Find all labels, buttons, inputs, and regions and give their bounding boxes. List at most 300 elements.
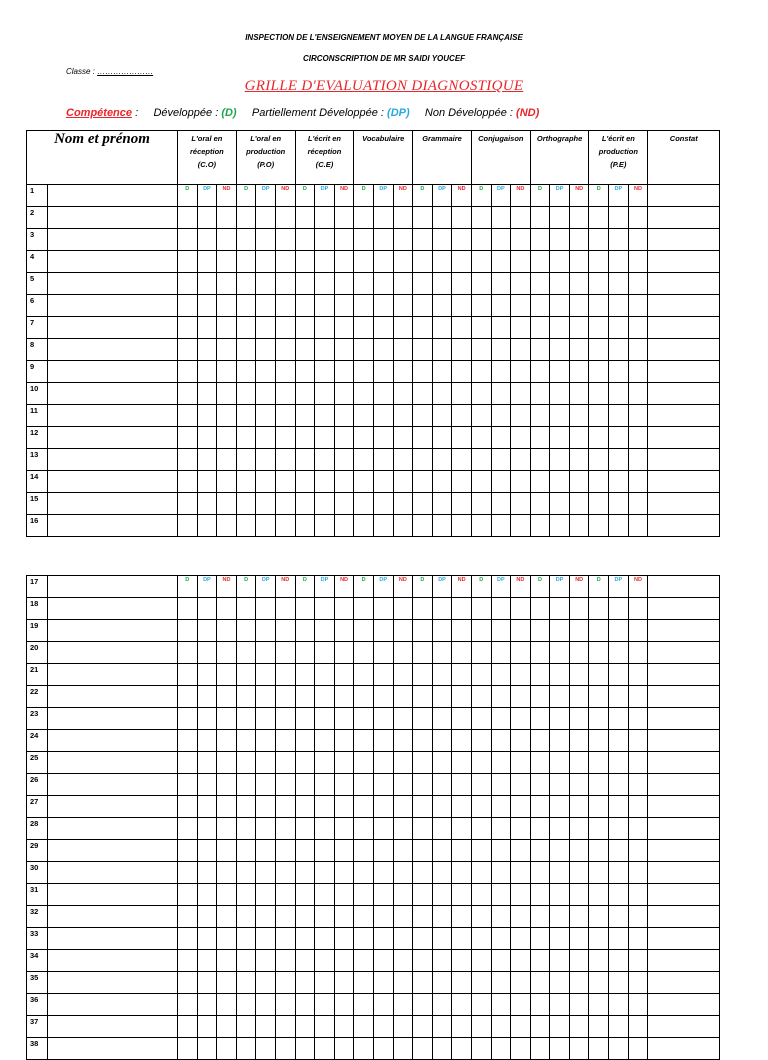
level-cell[interactable] xyxy=(334,994,354,1016)
level-cell[interactable] xyxy=(393,251,413,273)
level-cell[interactable] xyxy=(452,471,472,493)
level-cell[interactable] xyxy=(471,818,491,840)
level-cell[interactable] xyxy=(569,642,589,664)
level-cell[interactable] xyxy=(471,427,491,449)
level-cell[interactable] xyxy=(413,906,433,928)
level-cell[interactable] xyxy=(530,928,550,950)
level-cell[interactable] xyxy=(628,862,648,884)
level-cell[interactable] xyxy=(236,818,256,840)
level-cell[interactable] xyxy=(334,449,354,471)
level-cell-d[interactable]: D xyxy=(236,576,256,598)
level-cell[interactable] xyxy=(530,229,550,251)
level-cell[interactable] xyxy=(628,339,648,361)
level-cell[interactable] xyxy=(471,383,491,405)
level-cell[interactable] xyxy=(275,515,295,537)
level-cell[interactable] xyxy=(589,796,609,818)
level-cell[interactable] xyxy=(530,515,550,537)
constat-cell[interactable] xyxy=(648,229,720,251)
level-cell[interactable] xyxy=(295,317,315,339)
level-cell[interactable] xyxy=(569,273,589,295)
level-cell[interactable] xyxy=(275,1038,295,1060)
level-cell[interactable] xyxy=(393,774,413,796)
level-cell[interactable] xyxy=(315,229,335,251)
level-cell[interactable] xyxy=(609,229,629,251)
level-cell[interactable] xyxy=(373,229,393,251)
level-cell[interactable] xyxy=(491,708,511,730)
level-cell[interactable] xyxy=(315,862,335,884)
student-name-cell[interactable] xyxy=(48,796,178,818)
level-cell-d[interactable]: D xyxy=(178,185,198,207)
level-cell[interactable] xyxy=(511,840,531,862)
level-cell[interactable] xyxy=(432,818,452,840)
level-cell[interactable] xyxy=(178,686,198,708)
level-cell[interactable] xyxy=(256,598,276,620)
level-cell[interactable] xyxy=(589,383,609,405)
student-name-cell[interactable] xyxy=(48,730,178,752)
level-cell[interactable] xyxy=(471,620,491,642)
level-cell[interactable] xyxy=(511,664,531,686)
level-cell[interactable] xyxy=(178,796,198,818)
level-cell[interactable] xyxy=(628,515,648,537)
level-cell-dp[interactable]: DP xyxy=(432,185,452,207)
level-cell[interactable] xyxy=(550,708,570,730)
level-cell-nd[interactable]: ND xyxy=(511,185,531,207)
level-cell[interactable] xyxy=(236,708,256,730)
level-cell[interactable] xyxy=(569,383,589,405)
level-cell[interactable] xyxy=(315,928,335,950)
level-cell-d[interactable]: D xyxy=(295,185,315,207)
level-cell[interactable] xyxy=(413,862,433,884)
level-cell[interactable] xyxy=(373,752,393,774)
level-cell[interactable] xyxy=(609,950,629,972)
level-cell[interactable] xyxy=(275,207,295,229)
level-cell[interactable] xyxy=(315,1016,335,1038)
level-cell[interactable] xyxy=(275,229,295,251)
level-cell[interactable] xyxy=(217,972,237,994)
level-cell[interactable] xyxy=(609,493,629,515)
level-cell[interactable] xyxy=(275,1016,295,1038)
level-cell[interactable] xyxy=(197,708,217,730)
level-cell[interactable] xyxy=(530,906,550,928)
level-cell[interactable] xyxy=(256,730,276,752)
student-name-cell[interactable] xyxy=(48,427,178,449)
constat-cell[interactable] xyxy=(648,361,720,383)
level-cell[interactable] xyxy=(256,774,276,796)
level-cell[interactable] xyxy=(315,493,335,515)
level-cell[interactable] xyxy=(471,1038,491,1060)
level-cell-nd[interactable]: ND xyxy=(452,185,472,207)
level-cell[interactable] xyxy=(432,928,452,950)
level-cell[interactable] xyxy=(550,994,570,1016)
level-cell[interactable] xyxy=(256,207,276,229)
level-cell[interactable] xyxy=(530,251,550,273)
level-cell[interactable] xyxy=(530,972,550,994)
level-cell[interactable] xyxy=(569,493,589,515)
level-cell[interactable] xyxy=(315,383,335,405)
constat-cell[interactable] xyxy=(648,576,720,598)
level-cell[interactable] xyxy=(471,972,491,994)
level-cell[interactable] xyxy=(471,884,491,906)
level-cell[interactable] xyxy=(511,620,531,642)
level-cell-nd[interactable]: ND xyxy=(628,185,648,207)
level-cell[interactable] xyxy=(256,620,276,642)
level-cell[interactable] xyxy=(354,295,374,317)
level-cell[interactable] xyxy=(628,598,648,620)
level-cell[interactable] xyxy=(569,774,589,796)
level-cell[interactable] xyxy=(589,405,609,427)
level-cell[interactable] xyxy=(569,862,589,884)
level-cell[interactable] xyxy=(609,752,629,774)
level-cell[interactable] xyxy=(491,774,511,796)
level-cell[interactable] xyxy=(275,251,295,273)
student-name-cell[interactable] xyxy=(48,317,178,339)
level-cell[interactable] xyxy=(354,515,374,537)
level-cell[interactable] xyxy=(197,884,217,906)
level-cell[interactable] xyxy=(295,620,315,642)
level-cell[interactable] xyxy=(197,1038,217,1060)
level-cell[interactable] xyxy=(491,642,511,664)
level-cell[interactable] xyxy=(197,449,217,471)
level-cell[interactable] xyxy=(609,598,629,620)
constat-cell[interactable] xyxy=(648,251,720,273)
level-cell[interactable] xyxy=(413,686,433,708)
constat-cell[interactable] xyxy=(648,994,720,1016)
level-cell[interactable] xyxy=(471,642,491,664)
level-cell-dp[interactable]: DP xyxy=(256,185,276,207)
level-cell[interactable] xyxy=(315,818,335,840)
level-cell-dp[interactable]: DP xyxy=(491,185,511,207)
level-cell[interactable] xyxy=(256,515,276,537)
level-cell[interactable] xyxy=(530,493,550,515)
level-cell[interactable] xyxy=(315,686,335,708)
level-cell[interactable] xyxy=(432,471,452,493)
level-cell[interactable] xyxy=(334,708,354,730)
level-cell[interactable] xyxy=(550,493,570,515)
level-cell[interactable] xyxy=(413,405,433,427)
level-cell[interactable] xyxy=(628,972,648,994)
level-cell[interactable] xyxy=(197,383,217,405)
constat-cell[interactable] xyxy=(648,818,720,840)
level-cell[interactable] xyxy=(609,295,629,317)
level-cell[interactable] xyxy=(178,427,198,449)
level-cell[interactable] xyxy=(452,862,472,884)
level-cell[interactable] xyxy=(178,708,198,730)
level-cell[interactable] xyxy=(197,207,217,229)
constat-cell[interactable] xyxy=(648,708,720,730)
level-cell[interactable] xyxy=(275,752,295,774)
level-cell-dp[interactable]: DP xyxy=(256,576,276,598)
level-cell-d[interactable]: D xyxy=(354,185,374,207)
level-cell[interactable] xyxy=(315,796,335,818)
student-name-cell[interactable] xyxy=(48,361,178,383)
level-cell[interactable] xyxy=(373,207,393,229)
level-cell-nd[interactable]: ND xyxy=(393,185,413,207)
student-name-cell[interactable] xyxy=(48,928,178,950)
level-cell[interactable] xyxy=(393,994,413,1016)
level-cell[interactable] xyxy=(236,515,256,537)
level-cell[interactable] xyxy=(178,383,198,405)
level-cell[interactable] xyxy=(452,493,472,515)
student-name-cell[interactable] xyxy=(48,229,178,251)
level-cell[interactable] xyxy=(413,950,433,972)
level-cell[interactable] xyxy=(491,598,511,620)
level-cell[interactable] xyxy=(471,273,491,295)
level-cell[interactable] xyxy=(491,405,511,427)
level-cell[interactable] xyxy=(511,686,531,708)
level-cell[interactable] xyxy=(197,339,217,361)
level-cell[interactable] xyxy=(217,317,237,339)
level-cell[interactable] xyxy=(354,1038,374,1060)
level-cell[interactable] xyxy=(628,383,648,405)
level-cell[interactable] xyxy=(393,449,413,471)
level-cell[interactable] xyxy=(373,972,393,994)
level-cell[interactable] xyxy=(275,273,295,295)
level-cell[interactable] xyxy=(373,906,393,928)
student-name-cell[interactable] xyxy=(48,840,178,862)
level-cell[interactable] xyxy=(236,972,256,994)
level-cell[interactable] xyxy=(334,642,354,664)
level-cell[interactable] xyxy=(628,620,648,642)
level-cell[interactable] xyxy=(452,664,472,686)
level-cell[interactable] xyxy=(628,906,648,928)
level-cell[interactable] xyxy=(452,884,472,906)
level-cell[interactable] xyxy=(217,449,237,471)
level-cell[interactable] xyxy=(393,515,413,537)
level-cell[interactable] xyxy=(628,708,648,730)
level-cell[interactable] xyxy=(452,449,472,471)
level-cell[interactable] xyxy=(256,862,276,884)
level-cell[interactable] xyxy=(609,664,629,686)
level-cell[interactable] xyxy=(589,840,609,862)
level-cell[interactable] xyxy=(217,840,237,862)
level-cell[interactable] xyxy=(511,774,531,796)
level-cell[interactable] xyxy=(197,1016,217,1038)
level-cell[interactable] xyxy=(256,405,276,427)
level-cell[interactable] xyxy=(432,1038,452,1060)
level-cell-d[interactable]: D xyxy=(589,576,609,598)
level-cell[interactable] xyxy=(373,493,393,515)
level-cell[interactable] xyxy=(236,339,256,361)
level-cell[interactable] xyxy=(256,361,276,383)
level-cell[interactable] xyxy=(236,229,256,251)
level-cell[interactable] xyxy=(393,383,413,405)
level-cell[interactable] xyxy=(197,686,217,708)
level-cell[interactable] xyxy=(217,774,237,796)
level-cell[interactable] xyxy=(589,317,609,339)
level-cell[interactable] xyxy=(550,207,570,229)
level-cell[interactable] xyxy=(275,471,295,493)
level-cell[interactable] xyxy=(511,405,531,427)
level-cell[interactable] xyxy=(413,251,433,273)
level-cell[interactable] xyxy=(197,664,217,686)
level-cell[interactable] xyxy=(609,339,629,361)
level-cell[interactable] xyxy=(432,620,452,642)
level-cell[interactable] xyxy=(295,383,315,405)
level-cell[interactable] xyxy=(393,361,413,383)
level-cell[interactable] xyxy=(413,620,433,642)
level-cell[interactable] xyxy=(628,449,648,471)
level-cell[interactable] xyxy=(589,686,609,708)
level-cell[interactable] xyxy=(628,994,648,1016)
level-cell[interactable] xyxy=(393,972,413,994)
level-cell[interactable] xyxy=(491,207,511,229)
level-cell[interactable] xyxy=(256,664,276,686)
level-cell[interactable] xyxy=(471,405,491,427)
level-cell[interactable] xyxy=(236,405,256,427)
level-cell[interactable] xyxy=(315,620,335,642)
level-cell[interactable] xyxy=(432,229,452,251)
level-cell[interactable] xyxy=(530,752,550,774)
level-cell[interactable] xyxy=(334,405,354,427)
level-cell[interactable] xyxy=(609,471,629,493)
level-cell[interactable] xyxy=(236,251,256,273)
level-cell[interactable] xyxy=(197,752,217,774)
level-cell[interactable] xyxy=(530,339,550,361)
level-cell[interactable] xyxy=(589,449,609,471)
level-cell[interactable] xyxy=(393,207,413,229)
level-cell[interactable] xyxy=(491,840,511,862)
level-cell[interactable] xyxy=(275,796,295,818)
level-cell[interactable] xyxy=(511,515,531,537)
level-cell[interactable] xyxy=(315,339,335,361)
level-cell[interactable] xyxy=(471,686,491,708)
level-cell[interactable] xyxy=(609,862,629,884)
level-cell[interactable] xyxy=(589,620,609,642)
level-cell[interactable] xyxy=(197,229,217,251)
level-cell[interactable] xyxy=(178,493,198,515)
level-cell[interactable] xyxy=(178,994,198,1016)
level-cell[interactable] xyxy=(511,361,531,383)
level-cell[interactable] xyxy=(217,515,237,537)
level-cell[interactable] xyxy=(275,405,295,427)
level-cell[interactable] xyxy=(275,708,295,730)
level-cell[interactable] xyxy=(569,1016,589,1038)
level-cell[interactable] xyxy=(432,994,452,1016)
level-cell[interactable] xyxy=(334,664,354,686)
student-name-cell[interactable] xyxy=(48,339,178,361)
student-name-cell[interactable] xyxy=(48,664,178,686)
level-cell[interactable] xyxy=(628,686,648,708)
level-cell[interactable] xyxy=(334,906,354,928)
level-cell[interactable] xyxy=(315,361,335,383)
level-cell[interactable] xyxy=(589,1016,609,1038)
level-cell[interactable] xyxy=(628,840,648,862)
level-cell[interactable] xyxy=(589,427,609,449)
level-cell[interactable] xyxy=(236,598,256,620)
student-name-cell[interactable] xyxy=(48,471,178,493)
level-cell[interactable] xyxy=(609,405,629,427)
level-cell-dp[interactable]: DP xyxy=(491,576,511,598)
level-cell[interactable] xyxy=(354,620,374,642)
level-cell[interactable] xyxy=(256,251,276,273)
level-cell[interactable] xyxy=(373,361,393,383)
level-cell[interactable] xyxy=(256,840,276,862)
level-cell[interactable] xyxy=(628,730,648,752)
level-cell[interactable] xyxy=(256,449,276,471)
level-cell[interactable] xyxy=(178,449,198,471)
level-cell-d[interactable]: D xyxy=(471,185,491,207)
level-cell[interactable] xyxy=(236,928,256,950)
level-cell[interactable] xyxy=(236,752,256,774)
level-cell[interactable] xyxy=(452,427,472,449)
level-cell[interactable] xyxy=(236,950,256,972)
level-cell[interactable] xyxy=(334,620,354,642)
level-cell[interactable] xyxy=(511,295,531,317)
level-cell[interactable] xyxy=(256,1038,276,1060)
level-cell[interactable] xyxy=(354,251,374,273)
level-cell[interactable] xyxy=(393,642,413,664)
level-cell[interactable] xyxy=(471,515,491,537)
level-cell[interactable] xyxy=(413,339,433,361)
level-cell[interactable] xyxy=(550,840,570,862)
level-cell[interactable] xyxy=(334,862,354,884)
level-cell[interactable] xyxy=(511,317,531,339)
student-name-cell[interactable] xyxy=(48,383,178,405)
constat-cell[interactable] xyxy=(648,185,720,207)
level-cell[interactable] xyxy=(589,774,609,796)
level-cell[interactable] xyxy=(491,1016,511,1038)
level-cell[interactable] xyxy=(589,928,609,950)
level-cell[interactable] xyxy=(315,471,335,493)
level-cell[interactable] xyxy=(197,620,217,642)
level-cell[interactable] xyxy=(275,774,295,796)
level-cell[interactable] xyxy=(569,339,589,361)
level-cell[interactable] xyxy=(589,906,609,928)
level-cell[interactable] xyxy=(236,642,256,664)
level-cell[interactable] xyxy=(550,862,570,884)
constat-cell[interactable] xyxy=(648,884,720,906)
level-cell-dp[interactable]: DP xyxy=(197,185,217,207)
level-cell[interactable] xyxy=(452,1016,472,1038)
level-cell[interactable] xyxy=(334,1016,354,1038)
level-cell[interactable] xyxy=(609,515,629,537)
level-cell[interactable] xyxy=(589,273,609,295)
level-cell[interactable] xyxy=(511,493,531,515)
level-cell[interactable] xyxy=(256,708,276,730)
level-cell[interactable] xyxy=(628,796,648,818)
level-cell[interactable] xyxy=(236,449,256,471)
level-cell[interactable] xyxy=(491,295,511,317)
level-cell[interactable] xyxy=(609,774,629,796)
level-cell[interactable] xyxy=(315,752,335,774)
level-cell[interactable] xyxy=(275,906,295,928)
level-cell[interactable] xyxy=(511,862,531,884)
level-cell[interactable] xyxy=(491,862,511,884)
level-cell[interactable] xyxy=(550,251,570,273)
level-cell[interactable] xyxy=(334,383,354,405)
level-cell[interactable] xyxy=(256,383,276,405)
level-cell[interactable] xyxy=(295,994,315,1016)
level-cell[interactable] xyxy=(550,361,570,383)
level-cell[interactable] xyxy=(373,818,393,840)
level-cell[interactable] xyxy=(589,730,609,752)
level-cell[interactable] xyxy=(295,686,315,708)
level-cell[interactable] xyxy=(491,515,511,537)
level-cell[interactable] xyxy=(569,994,589,1016)
level-cell[interactable] xyxy=(530,840,550,862)
level-cell-dp[interactable]: DP xyxy=(432,576,452,598)
level-cell[interactable] xyxy=(295,273,315,295)
level-cell[interactable] xyxy=(550,405,570,427)
level-cell[interactable] xyxy=(609,708,629,730)
level-cell[interactable] xyxy=(275,686,295,708)
level-cell[interactable] xyxy=(236,317,256,339)
level-cell[interactable] xyxy=(452,317,472,339)
level-cell[interactable] xyxy=(334,317,354,339)
level-cell[interactable] xyxy=(393,229,413,251)
level-cell[interactable] xyxy=(452,840,472,862)
level-cell-nd[interactable]: ND xyxy=(275,185,295,207)
